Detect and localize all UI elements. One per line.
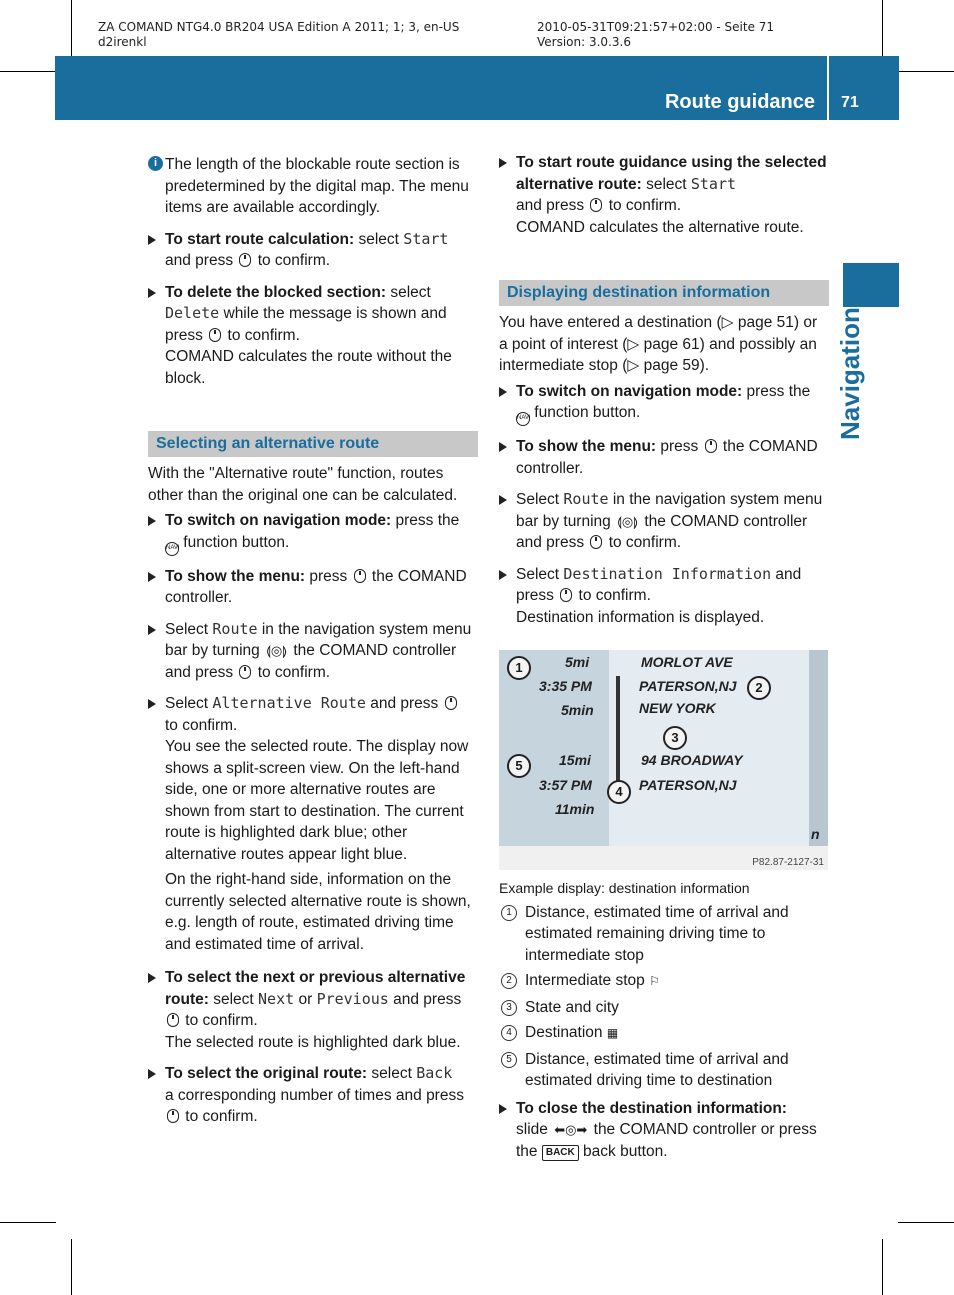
step-heading: To show the menu: xyxy=(165,567,306,585)
info-icon: i xyxy=(148,156,163,171)
step-text: select xyxy=(641,175,691,193)
step-text: and press xyxy=(516,565,802,604)
step-text: in the navigation system menu bar by turning xyxy=(165,620,472,659)
menu-item-code: Next xyxy=(258,989,295,1008)
crop-mark xyxy=(0,1222,56,1223)
crop-mark xyxy=(71,1239,72,1295)
controller-press-icon xyxy=(239,253,251,267)
legend-number: 2 xyxy=(501,973,517,989)
controller-press-icon xyxy=(705,439,717,453)
step-text: Select xyxy=(165,620,213,638)
header-divider xyxy=(827,56,829,120)
destination-eta: 3:57 PM xyxy=(539,777,592,793)
navi-button-icon: NAVI xyxy=(516,412,530,426)
menu-item-code: Route xyxy=(563,490,609,508)
step-result: COMAND calculates the route without the block. xyxy=(165,348,452,387)
step-text: function button. xyxy=(530,404,641,421)
step-text: slide xyxy=(516,1121,553,1138)
step-arrow-icon xyxy=(148,699,156,709)
step-heading: To close the destination information: xyxy=(516,1099,787,1117)
step-text: the COMAND controller. xyxy=(165,567,467,606)
destination-time: 11min xyxy=(555,801,595,817)
step-select-next-previous xyxy=(148,967,478,1053)
controller-press-icon xyxy=(354,569,366,583)
controller-slide-icon: ⬅◎➡ xyxy=(554,1122,588,1137)
right-column xyxy=(499,152,829,638)
step-result: You see the selected route. The display now shows a split-screen view. On the left-hand side, one or more alternative routes are shown from start to destination. The current route is highlighted dark blue; other alternative routes appear light blue. xyxy=(165,738,469,863)
crop-mark xyxy=(882,0,883,56)
step-heading: To switch on navigation mode: xyxy=(165,512,392,529)
step-text: select xyxy=(354,230,404,248)
intermediate-flag-icon: ⚐ xyxy=(649,974,660,988)
intermediate-distance: 5mi xyxy=(565,654,590,670)
legend-number: 4 xyxy=(501,1025,517,1041)
step-text: press xyxy=(656,438,703,455)
legend-text: Destination xyxy=(525,1024,603,1041)
destination-street: 94 BROADWAY xyxy=(641,752,743,768)
step-switch-navigation xyxy=(148,510,478,556)
step-arrow-icon xyxy=(499,1104,507,1114)
step-text: to confirm. xyxy=(181,1012,258,1029)
legend-item xyxy=(499,970,829,993)
controller-turn-icon: ⟬◎⟭ xyxy=(617,513,639,529)
step-text: to confirm. xyxy=(253,252,331,269)
print-meta-line: ZA COMAND NTG4.0 BR204 USA Edition A 2011; 1; 3, en-US xyxy=(98,20,460,34)
menu-item-code: Alternative Route xyxy=(212,694,366,712)
info-note xyxy=(148,154,478,219)
intermediate-state: NEW YORK xyxy=(639,700,716,716)
destination-city: PATERSON,NJ xyxy=(639,777,737,793)
step-arrow-icon xyxy=(499,495,507,505)
legend-number: 3 xyxy=(501,1000,517,1016)
step-show-menu xyxy=(499,436,829,479)
navi-button-icon: NAVI xyxy=(165,542,179,556)
print-meta-left xyxy=(98,20,459,50)
step-heading: To delete the blocked section: xyxy=(165,283,387,301)
legend-text: Intermediate stop xyxy=(525,972,645,989)
destination-flag-icon: ▦ xyxy=(606,1026,619,1040)
controller-press-icon xyxy=(590,198,602,212)
crop-mark xyxy=(898,1222,954,1223)
page-header-bar xyxy=(55,56,899,120)
back-button-icon: BACK xyxy=(542,1145,579,1161)
intermediate-eta: 3:35 PM xyxy=(539,678,592,694)
step-result: COMAND calculates the alternative route. xyxy=(516,218,804,236)
step-start-route-calculation xyxy=(148,229,478,272)
section-intro: You have entered a destination (▷ page 51) or a point of interest (▷ page 61) and possibly an intermediate stop (▷ page 59). xyxy=(499,314,818,374)
left-column xyxy=(148,154,478,1138)
destination-distance: 15mi xyxy=(559,752,591,768)
menu-item-code: Previous xyxy=(316,989,389,1008)
controller-press-icon xyxy=(209,328,221,342)
section-heading: Selecting an alternative route xyxy=(148,431,478,457)
step-heading: To select the original route: xyxy=(165,1065,368,1082)
step-arrow-icon xyxy=(148,572,156,582)
controller-press-icon xyxy=(167,1013,179,1027)
controller-press-icon xyxy=(239,665,251,679)
legend-text: Distance, estimated time of arrival and estimated driving time to destination xyxy=(525,1050,789,1089)
legend-item xyxy=(499,997,829,1019)
step-select-destination-information xyxy=(499,564,829,629)
controller-press-icon xyxy=(560,588,572,602)
menu-item-code: Start xyxy=(690,174,737,193)
figure-code: P82.87-2127-31 xyxy=(752,857,824,868)
callout-5: 5 xyxy=(507,754,531,778)
menu-item-code: Route xyxy=(212,619,258,638)
step-text: to confirm. xyxy=(604,534,682,551)
callout-3: 3 xyxy=(663,726,687,750)
step-arrow-icon xyxy=(148,1069,156,1079)
menu-item-code: Back xyxy=(416,1064,453,1082)
legend-item xyxy=(499,1022,829,1045)
step-arrow-icon xyxy=(499,442,507,452)
step-heading: To show the menu: xyxy=(516,438,657,455)
print-meta-line: 2010-05-31T09:21:57+02:00 - Seite 71 xyxy=(537,20,775,34)
step-result: The selected route is highlighted dark blue. xyxy=(165,1033,461,1051)
menu-item-code: Destination Information xyxy=(563,564,772,583)
legend-text: State and city xyxy=(525,998,619,1016)
step-arrow-icon xyxy=(148,516,156,526)
step-select-alternative-route xyxy=(148,693,478,955)
step-text: function button. xyxy=(179,533,290,551)
step-result: Destination information is displayed. xyxy=(516,608,765,626)
step-switch-navigation xyxy=(499,381,829,427)
step-arrow-icon xyxy=(499,570,507,580)
step-arrow-icon xyxy=(499,387,507,397)
callout-1: 1 xyxy=(507,656,531,680)
crop-mark xyxy=(0,71,56,72)
step-text: to confirm. xyxy=(223,326,300,344)
step-text: select xyxy=(367,1065,417,1082)
step-arrow-icon xyxy=(148,625,156,635)
intermediate-time: 5min xyxy=(561,702,594,718)
step-text: and press xyxy=(165,252,238,269)
step-heading: To start route calculation: xyxy=(165,230,355,248)
print-meta-right xyxy=(537,20,774,50)
step-text: press xyxy=(305,567,352,585)
step-text: in the navigation system menu bar by turning xyxy=(516,491,823,530)
step-text: the COMAND controller or press the xyxy=(516,1121,817,1160)
step-text: to confirm. xyxy=(574,587,651,604)
step-show-menu xyxy=(148,566,478,609)
step-text: Select xyxy=(516,565,564,583)
step-select-route xyxy=(148,619,478,684)
legend-number: 1 xyxy=(501,905,517,921)
step-select-original-route xyxy=(148,1063,478,1128)
intermediate-city: PATERSON,NJ xyxy=(639,678,737,694)
legend-text: Distance, estimated time of arrival and estimated remaining driving time to intermediate stop xyxy=(525,903,789,964)
step-text: a corresponding number of times and press xyxy=(165,1086,464,1104)
step-text: the COMAND controller. xyxy=(516,438,818,477)
step-text: back button. xyxy=(578,1142,668,1160)
controller-press-icon xyxy=(167,1109,179,1123)
controller-press-icon xyxy=(445,696,457,710)
step-heading: To switch on navigation mode: xyxy=(516,382,743,400)
route-arrow-icon xyxy=(616,676,620,788)
callout-2: 2 xyxy=(747,676,771,700)
step-text: the COMAND controller and press xyxy=(516,512,808,551)
destination-info-screenshot xyxy=(499,650,828,870)
step-text: to confirm. xyxy=(604,197,682,214)
legend-number: 5 xyxy=(501,1052,517,1068)
legend-item xyxy=(499,902,829,967)
step-heading: To select the next or previous alternative route: xyxy=(165,969,466,1008)
print-meta-line: d2irenkl xyxy=(98,35,147,49)
step-text: or xyxy=(294,990,317,1008)
step-text: to confirm. xyxy=(253,663,331,681)
intermediate-street: MORLOT AVE xyxy=(641,654,733,670)
crop-mark xyxy=(71,0,72,56)
step-text: press the xyxy=(391,512,460,529)
step-text: and press xyxy=(516,197,589,214)
controller-turn-icon: ⟬◎⟭ xyxy=(266,643,288,658)
step-text: while the message is shown and press xyxy=(165,305,447,344)
page-title: Route guidance xyxy=(664,91,815,113)
step-arrow-icon xyxy=(148,235,156,245)
strip-label: n xyxy=(811,826,820,842)
chapter-label: Navigation xyxy=(835,307,865,440)
step-text: to confirm. xyxy=(165,716,238,734)
step-result: On the right-hand side, information on the currently selected alternative route is shown, e.g. length of route, estimated driving time and estimated time of arrival. xyxy=(165,871,471,953)
step-arrow-icon xyxy=(148,288,156,298)
step-arrow-icon xyxy=(499,158,507,168)
callout-4: 4 xyxy=(607,780,631,804)
figure-caption: Example display: destination information xyxy=(499,880,750,896)
step-heading: To start route guidance using the selected alternative route: xyxy=(516,154,827,193)
step-select-route xyxy=(499,489,829,554)
step-text: select xyxy=(208,990,259,1008)
figure-legend xyxy=(499,878,829,1172)
step-text: and press xyxy=(388,990,462,1008)
menu-item-code: Start xyxy=(403,229,449,248)
info-text: The length of the blockable route section is predetermined by the digital map. The menu items are available accordingly. xyxy=(165,156,469,216)
step-text: to confirm. xyxy=(181,1108,258,1125)
controller-press-icon xyxy=(590,535,602,549)
step-text: the COMAND controller and press xyxy=(165,642,457,681)
section-intro: With the "Alternative route" function, routes other than the original one can be calculated. xyxy=(148,465,458,504)
section-heading: Displaying destination information xyxy=(499,280,829,306)
step-text: and press xyxy=(365,695,443,712)
step-text: select xyxy=(386,283,431,301)
legend-item xyxy=(499,1049,829,1092)
step-text: Select xyxy=(516,491,564,508)
step-delete-blocked-section xyxy=(148,282,478,390)
crop-mark xyxy=(882,1239,883,1295)
step-text: Select xyxy=(165,695,213,712)
menu-item-code: Delete xyxy=(165,304,220,322)
print-meta-line: Version: 3.0.3.6 xyxy=(537,35,631,49)
page-number: 71 xyxy=(841,94,859,111)
step-text: press the xyxy=(742,382,811,400)
step-close-destination-info xyxy=(499,1098,829,1163)
crop-mark xyxy=(898,71,954,72)
step-start-route-guidance xyxy=(499,152,829,238)
step-arrow-icon xyxy=(148,973,156,983)
screenshot-map-strip xyxy=(809,650,828,846)
